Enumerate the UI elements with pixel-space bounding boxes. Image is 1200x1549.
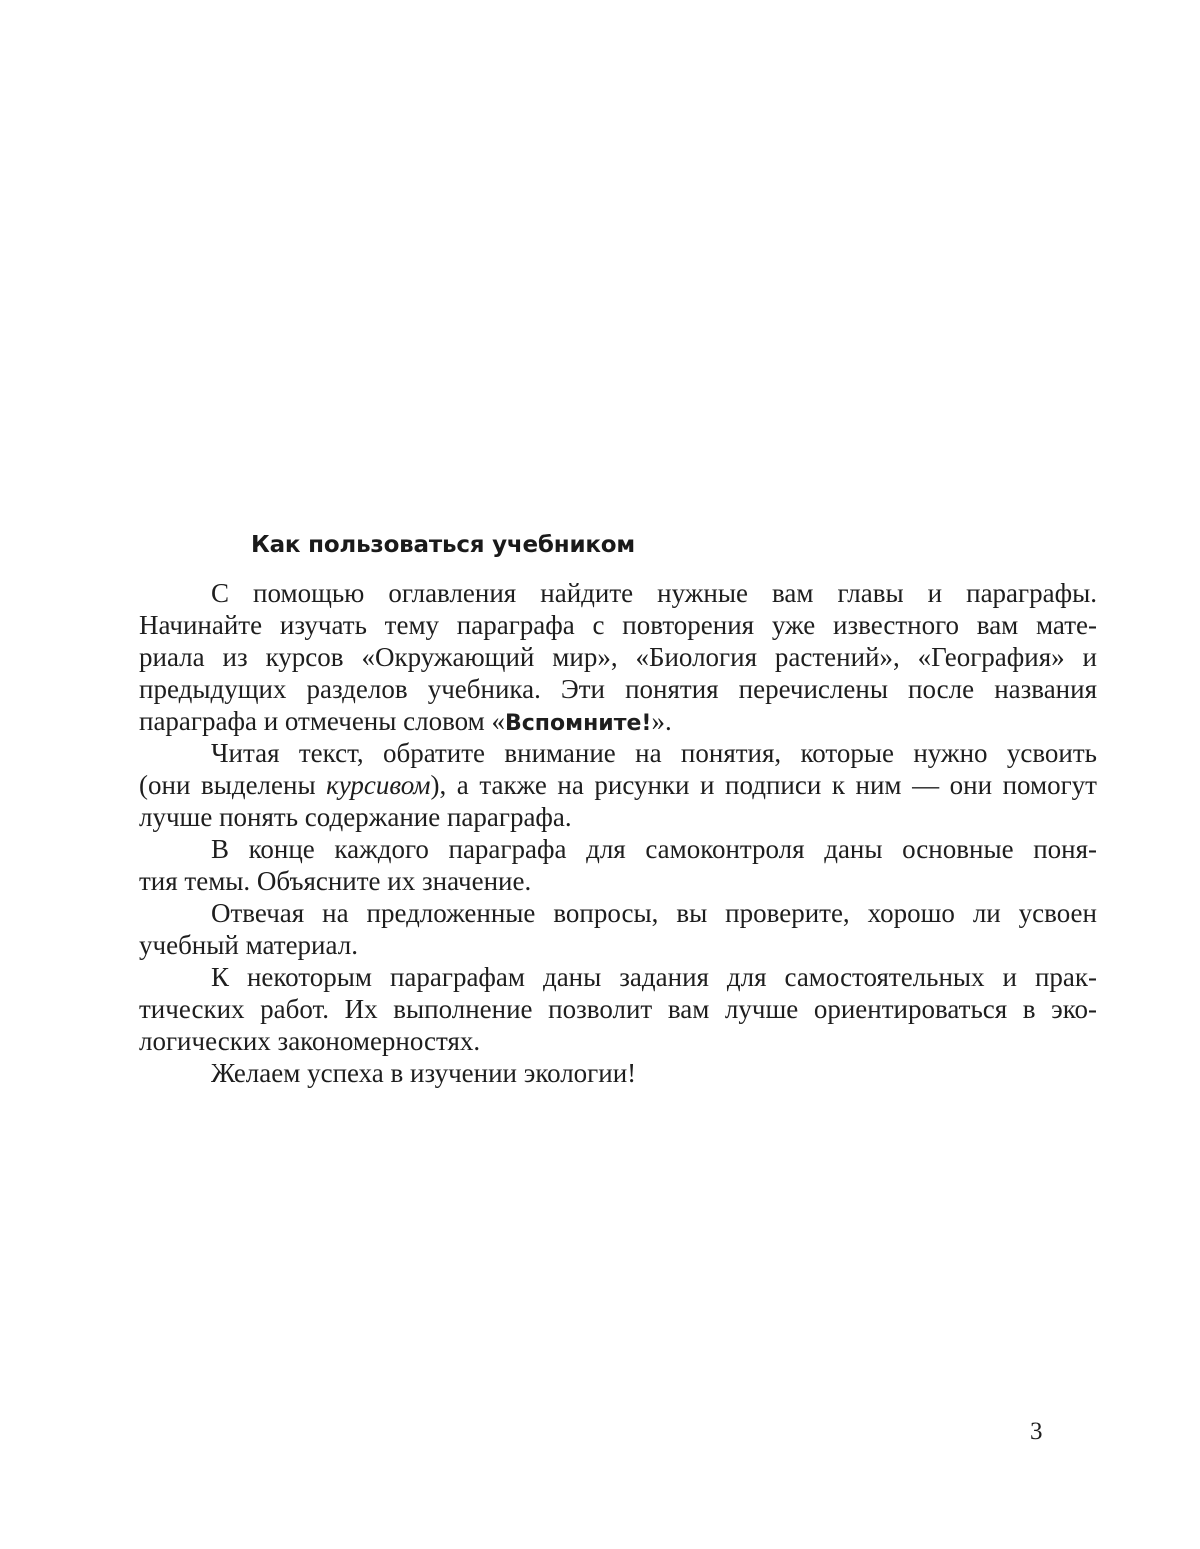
text-line: Начинайте изучать тему параграфа с повторения уже известного вам мате- (139, 610, 1097, 640)
page-number: 3 (1030, 1418, 1043, 1445)
text-line: В конце каждого параграфа для самоконтроля даны основные поня- (211, 834, 1097, 864)
section-heading: Как пользоваться учебником (251, 532, 636, 558)
text-line: параграфа и отмечены словом «Вспомните!». (139, 706, 672, 736)
text-line: Желаем успеха в изучении экологии! (211, 1058, 637, 1088)
text-line: лучше понять содержание параграфа. (139, 802, 572, 832)
text-line: тических работ. Их выполнение позволит вам лучше ориентироваться в эко- (139, 994, 1097, 1024)
text-line: Отвечая на предложенные вопросы, вы проверите, хорошо ли усвоен (211, 898, 1097, 928)
remember-keyword: Вспомните! (505, 711, 652, 736)
text-line: учебный материал. (139, 930, 358, 960)
italic-term: курсивом (326, 770, 431, 800)
text-line: логических закономерностях. (139, 1026, 481, 1056)
text-line: тия темы. Объясните их значение. (139, 866, 532, 896)
text-line: (они выделены курсивом), а также на рисунки и подписи к ним — они помогут (139, 770, 1097, 800)
text-line: риала из курсов «Окружающий мир», «Биология растений», «География» и (139, 642, 1097, 672)
body-text (139, 577, 1097, 1089)
text-line: К некоторым параграфам даны задания для самостоятельных и прак- (211, 962, 1097, 992)
text-line: С помощью оглавления найдите нужные вам главы и параграфы. (211, 578, 1097, 608)
text-line: Читая текст, обратите внимание на понятия, которые нужно усвоить (211, 738, 1097, 768)
text-line: предыдущих разделов учебника. Эти понятия перечислены после названия (139, 674, 1097, 704)
